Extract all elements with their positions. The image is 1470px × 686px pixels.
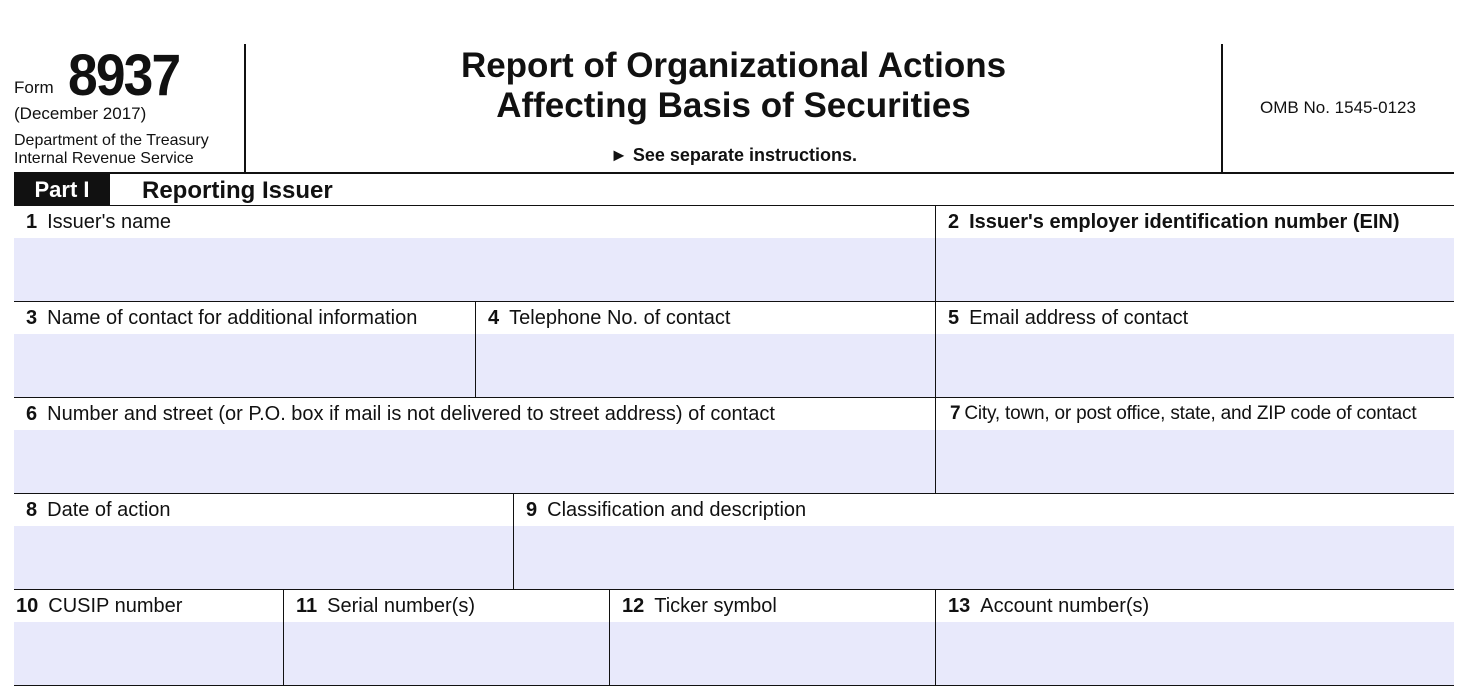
label-text: Issuer's employer identification number (EIN) — [969, 211, 1400, 233]
contact-email-input[interactable] — [936, 334, 1454, 397]
account-numbers-input[interactable] — [936, 622, 1454, 685]
line-number: 3 — [26, 307, 38, 329]
line-number: 5 — [948, 307, 960, 329]
form-number: 8937 — [68, 43, 180, 108]
form-title — [246, 46, 1221, 126]
form-revision-date: (December 2017) — [14, 104, 147, 123]
line-number: 4 — [488, 307, 500, 329]
classification-input[interactable] — [514, 526, 1454, 589]
field-serial-numbers — [283, 590, 609, 685]
label-text: Telephone No. of contact — [509, 307, 731, 329]
cusip-input[interactable] — [14, 622, 283, 685]
label-text: Issuer's name — [47, 211, 171, 233]
label-text: Classification and description — [547, 499, 807, 521]
form-row-2 — [14, 302, 1454, 398]
ticker-symbol-input[interactable] — [610, 622, 935, 685]
field-ticker-symbol — [609, 590, 935, 685]
label-text: Account number(s) — [980, 595, 1150, 617]
line-number: 6 — [26, 403, 38, 425]
field-label — [948, 594, 1149, 618]
label-text: Serial number(s) — [327, 595, 475, 617]
field-label — [296, 594, 475, 618]
line-number: 13 — [948, 595, 971, 617]
field-label — [948, 210, 1400, 234]
field-contact-email — [935, 302, 1454, 397]
field-label — [16, 594, 182, 618]
label-text: City, town, or post office, state, and ZIP code of contact — [964, 403, 1417, 424]
issuer-name-input[interactable] — [14, 238, 935, 301]
field-cusip — [14, 590, 283, 685]
line-number: 11 — [296, 595, 318, 617]
label-text: Name of contact for additional information — [47, 307, 418, 329]
form-row-4 — [14, 494, 1454, 590]
part-badge: Part I — [14, 174, 110, 205]
field-label — [26, 306, 417, 330]
label-text: Date of action — [47, 499, 171, 521]
field-issuer-name — [14, 206, 935, 301]
line-number: 7 — [950, 403, 961, 424]
field-label — [948, 306, 1188, 330]
label-text: CUSIP number — [48, 595, 183, 617]
form-title-line-2: Affecting Basis of Securities — [496, 86, 971, 125]
service-name: Internal Revenue Service — [14, 150, 194, 167]
line-number: 12 — [622, 595, 645, 617]
part-title: Reporting Issuer — [142, 177, 333, 204]
label-text: Ticker symbol — [654, 595, 777, 617]
field-label — [526, 498, 806, 522]
line-number: 2 — [948, 211, 960, 233]
field-label — [622, 594, 777, 618]
field-label — [26, 402, 775, 426]
line-number: 10 — [16, 595, 39, 617]
line-number: 9 — [526, 499, 538, 521]
serial-numbers-input[interactable] — [284, 622, 609, 685]
field-account-numbers — [935, 590, 1454, 685]
form-title-line-1: Report of Organizational Actions — [460, 46, 1007, 85]
date-of-action-input[interactable] — [14, 526, 513, 589]
field-contact-street — [14, 398, 935, 493]
agency-block — [14, 132, 209, 168]
instructions-note — [246, 145, 1221, 166]
field-contact-phone — [475, 302, 935, 397]
contact-street-input[interactable] — [14, 430, 935, 493]
line-number: 1 — [26, 211, 38, 233]
part-header — [14, 172, 1454, 206]
contact-city-input[interactable] — [936, 430, 1454, 493]
form-label: Form — [14, 78, 54, 97]
omb-number: OMB No. 1545-0123 — [1260, 98, 1416, 117]
form-row-3 — [14, 398, 1454, 494]
form-row-1 — [14, 206, 1454, 302]
field-contact-city — [935, 398, 1454, 493]
label-text: Email address of contact — [969, 307, 1189, 329]
form-row-5 — [14, 590, 1454, 686]
field-contact-name — [14, 302, 475, 397]
field-classification — [513, 494, 1454, 589]
field-label — [26, 498, 171, 522]
label-text: Number and street (or P.O. box if mail is not delivered to street address) of contact — [47, 403, 775, 425]
contact-name-input[interactable] — [14, 334, 475, 397]
arrow-right-icon: ► — [610, 145, 628, 165]
contact-phone-input[interactable] — [476, 334, 935, 397]
field-issuer-ein — [935, 206, 1454, 301]
field-date-of-action — [14, 494, 513, 589]
issuer-ein-input[interactable] — [936, 238, 1454, 301]
department-name: Department of the Treasury — [14, 132, 209, 149]
field-label — [488, 306, 730, 330]
line-number: 8 — [26, 499, 38, 521]
field-label — [950, 402, 1416, 426]
field-label — [26, 210, 171, 234]
instructions-text: See separate instructions. — [632, 145, 857, 165]
